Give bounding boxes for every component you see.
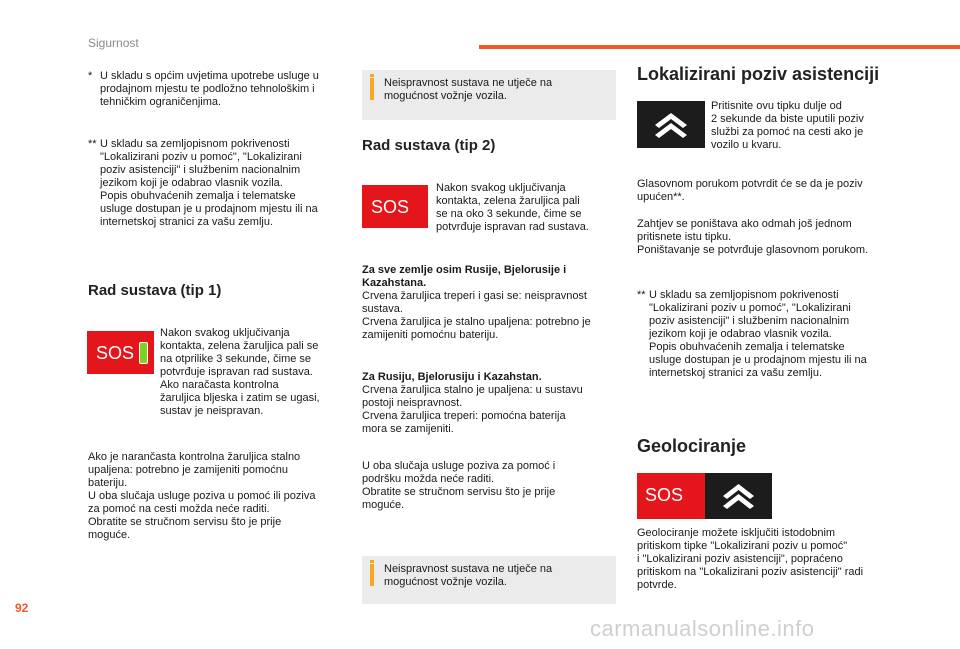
- type1-paragraph: [88, 451, 353, 542]
- double-chevron-up-icon: [637, 101, 705, 148]
- text-line: podršku možda neće raditi.: [362, 473, 495, 485]
- text-line: Popis obuhvaćenih zemalja i telematske: [100, 190, 296, 202]
- footnote-2-text: [100, 138, 353, 229]
- text-line: Nakon svakog uključivanja: [436, 182, 566, 194]
- text-line: za pomoć na cesti možda neće raditi.: [88, 503, 270, 515]
- text-line: se na oko 3 sekunde, čime se: [436, 208, 582, 220]
- text-line: Obratite se stručnom servisu što je prije: [88, 516, 282, 528]
- note-box-bottom: [362, 556, 616, 604]
- text-line: Crvena žaruljica treperi: pomoćna baterija: [362, 410, 566, 422]
- text-line: kontakta, zelena žaruljica pali: [436, 195, 580, 207]
- text-line: internetskoj stranici za vašu zemlju.: [649, 367, 823, 379]
- text-line: pritisnete istu tipku.: [637, 231, 732, 243]
- text-line: Neispravnost sustava ne utječe na: [384, 563, 553, 575]
- green-led-icon: [139, 342, 148, 364]
- info-note-icon: [370, 564, 374, 586]
- assist-para-2: [637, 218, 902, 257]
- assist-button-description: [711, 100, 901, 152]
- text-line: internetskoj stranici za vašu zemlju.: [100, 216, 274, 228]
- text-line: potvrđuje ispravan rad sustava.: [436, 221, 589, 233]
- footnote-2: [88, 138, 353, 229]
- assist-para-1: [637, 178, 902, 204]
- text-line: Crvena žaruljica je stalno upaljena: potrebno je: [362, 316, 591, 328]
- text-line-bold: Za Rusiju, Bjelorusiju i Kazahstan.: [362, 371, 542, 383]
- block-both-cases: [362, 460, 620, 512]
- text-line: moguće.: [88, 529, 131, 541]
- text-line: upućen**.: [637, 191, 685, 203]
- footnote-1: [88, 70, 353, 109]
- text-line: U oba slučaja usluge poziva za pomoć i: [362, 460, 556, 472]
- text-line: poziv asistenciji" i službenim nacionalnim: [649, 315, 850, 327]
- text-line: Crvena žaruljica treperi i gasi se: neispravnost: [362, 290, 587, 302]
- text-line: Pritisnite ovu tipku dulje od: [711, 100, 842, 112]
- sos-red-indicator-icon: [362, 185, 428, 228]
- text-line: "Lokalizirani poziv u pomoć", "Lokalizirani: [100, 151, 302, 163]
- text-line-bold: Za sve zemlje osim Rusije, Bjelorusije i: [362, 264, 567, 276]
- text-line: 2 sekunde da biste uputili poziv: [711, 113, 864, 125]
- text-line: Poništavanje se potvrđuje glasovnom porukom.: [637, 244, 869, 256]
- text-line: bateriju.: [88, 477, 128, 489]
- assistance-button-icon: [637, 101, 705, 148]
- footnote-1-text: [100, 70, 353, 109]
- footnote-right-text: [649, 289, 902, 380]
- text-line: upaljena: potrebno je zamijeniti pomoćnu: [88, 464, 288, 476]
- text-line: Crvena žaruljica stalno je upaljena: u sustavu: [362, 384, 583, 396]
- block-countries: [362, 264, 620, 342]
- type1-icon-description: [160, 327, 350, 418]
- text-line: Glasovnom porukom potvrdit će se da je poziv: [637, 178, 863, 190]
- text-line: Neispravnost sustava ne utječe na: [384, 77, 553, 89]
- text-line: potvrđuje ispravan rad sustava.: [160, 366, 313, 378]
- text-line: mogućnost vožnje vozila.: [384, 576, 507, 588]
- text-line: U skladu s općim uvjetima upotrebe usluge u: [100, 70, 319, 82]
- sos-label: SOS: [96, 342, 135, 363]
- sos-indicator-icon: [87, 331, 154, 374]
- footnote-2-mark: **: [88, 138, 97, 150]
- heading-assist-call: Lokalizirani poziv asistenciji: [637, 64, 880, 84]
- heading-geolocation: Geolociranje: [637, 436, 747, 456]
- footnote-right-mark: **: [637, 289, 646, 301]
- note-box-top: [362, 70, 616, 120]
- text-line: Ako je narančasta kontrolna žaruljica stalno: [88, 451, 301, 463]
- text-line: postoji neispravnost.: [362, 397, 463, 409]
- geolocation-buttons-icon: [637, 473, 772, 519]
- text-line: potvrde.: [637, 579, 677, 591]
- text-line: mora se zamijeniti.: [362, 423, 454, 435]
- text-line: Popis obuhvaćenih zemalja i telematske: [649, 341, 845, 353]
- text-line: Nakon svakog uključivanja: [160, 327, 290, 339]
- text-line: i "Lokalizirani poziv asistenciji", popraćeno: [637, 553, 843, 565]
- text-line: U oba slučaja usluge poziva u pomoć ili poziva: [88, 490, 316, 502]
- text-line: pritiskom na "Lokalizirani poziv asistenciji" radi: [637, 566, 864, 578]
- text-line: jezikom koji je odabrao vlasnik vozila.: [100, 177, 283, 189]
- text-line: žaruljica bljeska i zatim se ugasi,: [160, 392, 320, 404]
- text-line: Obratite se stručnom servisu što je prije: [362, 486, 556, 498]
- page-number: 92: [15, 601, 29, 615]
- text-line: usluge dostupan je u prodajnom mjestu ili na: [100, 203, 318, 215]
- text-line: Zahtjev se poništava ako odmah još jednom: [637, 218, 852, 230]
- text-line: sustava.: [362, 303, 403, 315]
- info-note-icon: [370, 78, 374, 100]
- text-line: pritiskom tipke "Lokalizirani poziv u pomoć": [637, 540, 848, 552]
- text-line: U skladu sa zemljopisnom pokrivenosti: [649, 289, 839, 301]
- text-line: zamijeniti pomoćnu bateriju.: [362, 329, 499, 341]
- heading-type1: Rad sustava (tip 1): [88, 282, 222, 299]
- text-line: službi za pomoć na cesti ako je: [711, 126, 864, 138]
- text-line-bold: Kazahstana.: [362, 277, 427, 289]
- sos-label: SOS: [645, 485, 684, 505]
- header-accent-bar: [479, 45, 960, 49]
- sos-button-icon: [637, 473, 705, 519]
- text-line: tehničkim ograničenjima.: [100, 96, 222, 108]
- text-line: prodajnom mjestu te podložno tehnološkim i: [100, 83, 315, 95]
- footnote-1-mark: *: [88, 70, 93, 82]
- block-russia: [362, 371, 620, 436]
- text-line: poziv asistenciji" i službenim nacionalnim: [100, 164, 301, 176]
- text-line: sustav je neispravan.: [160, 405, 264, 417]
- text-line: "Lokalizirani poziv u pomoć", "Lokalizirani: [649, 302, 851, 314]
- watermark: carmanualsonline.info: [590, 616, 815, 641]
- text-line: jezikom koji je odabrao vlasnik vozila.: [649, 328, 832, 340]
- text-line: vozilo u kvaru.: [711, 139, 782, 151]
- text-line: mogućnost vožnje vozila.: [384, 90, 507, 102]
- assistance-button-icon: [705, 473, 772, 519]
- double-chevron-up-icon: [705, 473, 772, 519]
- sos-label: SOS: [371, 196, 410, 217]
- note-bottom-text: [384, 563, 604, 589]
- heading-type2: Rad sustava (tip 2): [362, 137, 496, 154]
- geolocation-text: [637, 527, 902, 592]
- type2-icon-description: [436, 182, 616, 234]
- text-line: Ako naračasta kontrolna: [160, 379, 279, 391]
- note-top-text: [384, 77, 604, 103]
- footnote-right: [637, 289, 902, 380]
- section-title: Sigurnost: [88, 36, 139, 50]
- text-line: usluge dostupan je u prodajnom mjestu ili na: [649, 354, 867, 366]
- text-line: U skladu sa zemljopisnom pokrivenosti: [100, 138, 290, 150]
- text-line: moguće.: [362, 499, 405, 511]
- text-line: Geolociranje možete isključiti istodobnim: [637, 527, 836, 539]
- text-line: na otprilike 3 sekunde, čime se: [160, 353, 312, 365]
- text-line: kontakta, zelena žaruljica pali se: [160, 340, 319, 352]
